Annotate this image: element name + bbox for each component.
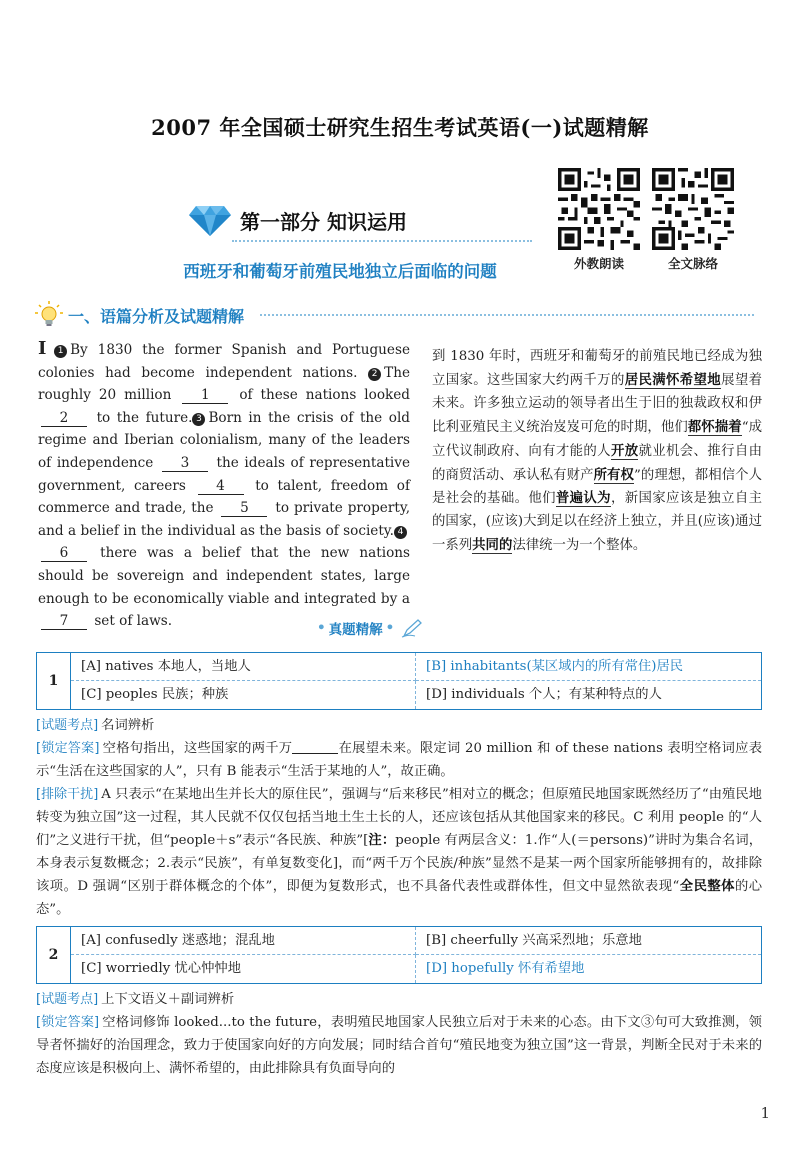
chinese-translation (432, 346, 762, 558)
translation-text: 展望着未来。许多独立运动的领导者出生于旧的独裁政权和伊比利亚殖民主义统治岌岌可危的时期，他们 (432, 372, 762, 435)
key-phrase: 都怀揣着 (687, 418, 742, 435)
tag-test-point: [试题考点] (36, 992, 99, 1007)
test-point (36, 714, 762, 737)
sentence-3b: the ideals of representative government, careers (38, 454, 411, 494)
tag-locked-answer: [锁定答案] (36, 741, 100, 756)
question-1-options (36, 652, 762, 710)
translation-text: ，新国家应该是独立自主的国家，(应该)大到足以在经济上独立，并且(应该)通过一系列 (432, 491, 762, 554)
blank-7[interactable]: 7 (41, 613, 87, 630)
exclude-text: people 有两层含义：1.作“人(＝persons)”讲时为集合名词，本身表示复数概念；2.表示“民族”，有单复数变化]，而“两千万个民族/种族”显然不是某一两个国家所能够拥有的，故排除该项。D 强调“区别于群体概念的个体”，即便为复数形式，也不具备代表性或群体性，但文中显然欲表现“ (36, 833, 763, 894)
page-number: 1 (760, 1104, 770, 1122)
note-label: 注： (368, 833, 396, 848)
tag-exclude: [排除干扰] (36, 787, 99, 802)
sentence-marker-3: 3 (192, 413, 205, 426)
translation-text: 就业机会、推行自由的商贸活动、承认私有财产 (432, 443, 762, 483)
question-1-analysis (36, 714, 762, 921)
translation-text: 法律统一为一个整体。 (512, 538, 647, 554)
blank-1[interactable]: 1 (182, 387, 228, 404)
key-phrase: 共同的 (472, 537, 513, 554)
key-phrase: 全民整体 (679, 879, 735, 894)
sentence-4a: there was a belief that the new nations should be sovereign and independent states, large enough to be economically viable and integrated by a (38, 545, 410, 607)
paragraph-number: Ⅰ (38, 338, 53, 359)
option-b-correct[interactable]: [B] inhabitants(某区域内的所有常住)居民 (416, 653, 761, 681)
part-title: 第一部分 知识运用 (240, 209, 407, 234)
blank-3[interactable]: 3 (162, 455, 208, 472)
option-a[interactable]: [A] natives 本地人，当地人 (71, 653, 416, 681)
part-heading (188, 200, 407, 240)
key-phrase: 所有权 (593, 466, 634, 483)
english-passage (38, 338, 410, 633)
option-a[interactable]: [A] confusedly 迷惑地；混乱地 (71, 927, 416, 955)
locked-answer (36, 737, 762, 783)
answer-text: 在展望未来。限定词 20 million 和 of these nations 表明空格词应表示“生活在这些国家的人”，只有 B 能表示“生活于某地的人”，故正确。 (36, 741, 762, 779)
tag-test-point: [试题考点] (36, 718, 99, 733)
blank-2[interactable]: 2 (41, 410, 87, 427)
blank-6[interactable]: 6 (41, 545, 87, 562)
sentence-2a: The roughly 20 million (38, 364, 410, 404)
diamond-icon (188, 202, 232, 238)
test-point (36, 988, 762, 1011)
exclude-text: 的心态”。 (36, 879, 763, 917)
sentence-3c: to talent, freedom of commerce and trade, the (38, 477, 410, 517)
option-b[interactable]: [B] cheerfully 兴高采烈地；乐意地 (416, 927, 761, 955)
question-2-options (36, 926, 762, 984)
sentence-marker-1: 1 (54, 345, 67, 358)
question-2-analysis (36, 988, 762, 1080)
option-d[interactable]: [D] individuals 个人；有某种特点的人 (426, 687, 662, 702)
solution-label: • 真题精解 • (314, 618, 423, 638)
locked-answer (36, 1011, 762, 1080)
sentence-2c: to the future. (96, 409, 193, 426)
tag-locked-answer: [锁定答案] (36, 1015, 100, 1030)
qr-label-reading: 外教朗读 (573, 256, 624, 271)
key-phrase: 普遍认为 (555, 490, 611, 507)
qr-block-reading[interactable] (558, 168, 640, 272)
exclude-distractors (36, 783, 762, 921)
section-title: 一、语篇分析及试题精解 (68, 306, 245, 326)
translation-text: ”的理想，都相信个人是社会的基础。他们 (432, 467, 763, 507)
sentence-marker-4: 4 (394, 526, 407, 539)
test-point-text: 上下文语义＋副词辨析 (101, 992, 235, 1007)
option-d-correct[interactable]: [D] hopefully 怀有希望地 (426, 961, 585, 976)
section-divider (260, 314, 754, 316)
page-title: 2007 年全国硕士研究生招生考试英语(一)试题精解 (151, 115, 649, 140)
sentence-2b: of these nations looked (239, 387, 410, 404)
translation-text: “成立代议制政府、向有才能的人 (432, 419, 762, 459)
exclude-text: A 只表示“在某地出生并长大的原住民”，强调与“后来移民”相对立的概念；但原殖民地国家既然经历了“由殖民地转变为独立国”这一过程，其人民就不仅仅包括当地土生土长的人，还应该包括从其他国家来的移民。C 利用 people 的“人们”之义进行干扰，但“people＋s”表示“各民族、种族”[ (36, 787, 762, 848)
sentence-4b: set of laws. (94, 613, 173, 630)
test-point-text: 名词辨析 (101, 718, 155, 733)
question-number: 2 (37, 927, 71, 983)
blank-4[interactable]: 4 (198, 478, 244, 495)
sentence-3a: Born in the crisis of the old regime and Iberian colonialism, many of the leaders of independence (38, 409, 410, 471)
blank-5[interactable]: 5 (221, 500, 267, 517)
key-phrase: 居民满怀希望地 (624, 371, 722, 388)
translation-text: 到 1830 年时，西班牙和葡萄牙的前殖民地已经成为独立国家。这些国家大约两千万的 (432, 349, 762, 388)
qr-label-outline: 全文脉络 (667, 256, 718, 271)
sentence-1: By 1830 the former Spanish and Portuguese colonies had become independent nations. (38, 342, 410, 381)
qr-code-icon[interactable] (652, 168, 734, 250)
qr-code-icon[interactable] (558, 168, 640, 250)
lightbulb-icon (34, 300, 64, 330)
answer-text: 空格词修饰 looked...to the future，表明殖民地国家人民独立后对于未来的心态。由下文③句可大致推测，领导者怀揣好的治国理念，致力于使国家向好的方向发展；同时结合首句“殖民地变为独立国”这一背景，判断全民对于未来的态度应该是积极向上、满怀希望的，由此排除具有负面导向的 (36, 1015, 762, 1076)
answer-text: 空格句指出，这些国家的两千万 (102, 741, 293, 756)
question-number: 1 (37, 653, 71, 709)
option-c[interactable]: [C] peoples 民族；种族 (71, 681, 416, 709)
option-c[interactable]: [C] worriedly 忧心忡忡地 (71, 955, 416, 983)
solution-label-text: 真题精解 (328, 622, 383, 638)
sentence-marker-2: 2 (368, 368, 381, 381)
inline-blank (292, 740, 338, 754)
qr-block-outline[interactable] (652, 168, 734, 272)
passage-subtitle: 西班牙和葡萄牙前殖民地独立后面临的问题 (183, 262, 497, 281)
sentence-3d: to private property, and a belief in the individual as the basis of society. (38, 500, 411, 539)
pen-icon (401, 618, 423, 638)
part-divider (232, 240, 532, 242)
key-phrase: 开放 (610, 442, 639, 459)
section-heading (34, 300, 754, 330)
